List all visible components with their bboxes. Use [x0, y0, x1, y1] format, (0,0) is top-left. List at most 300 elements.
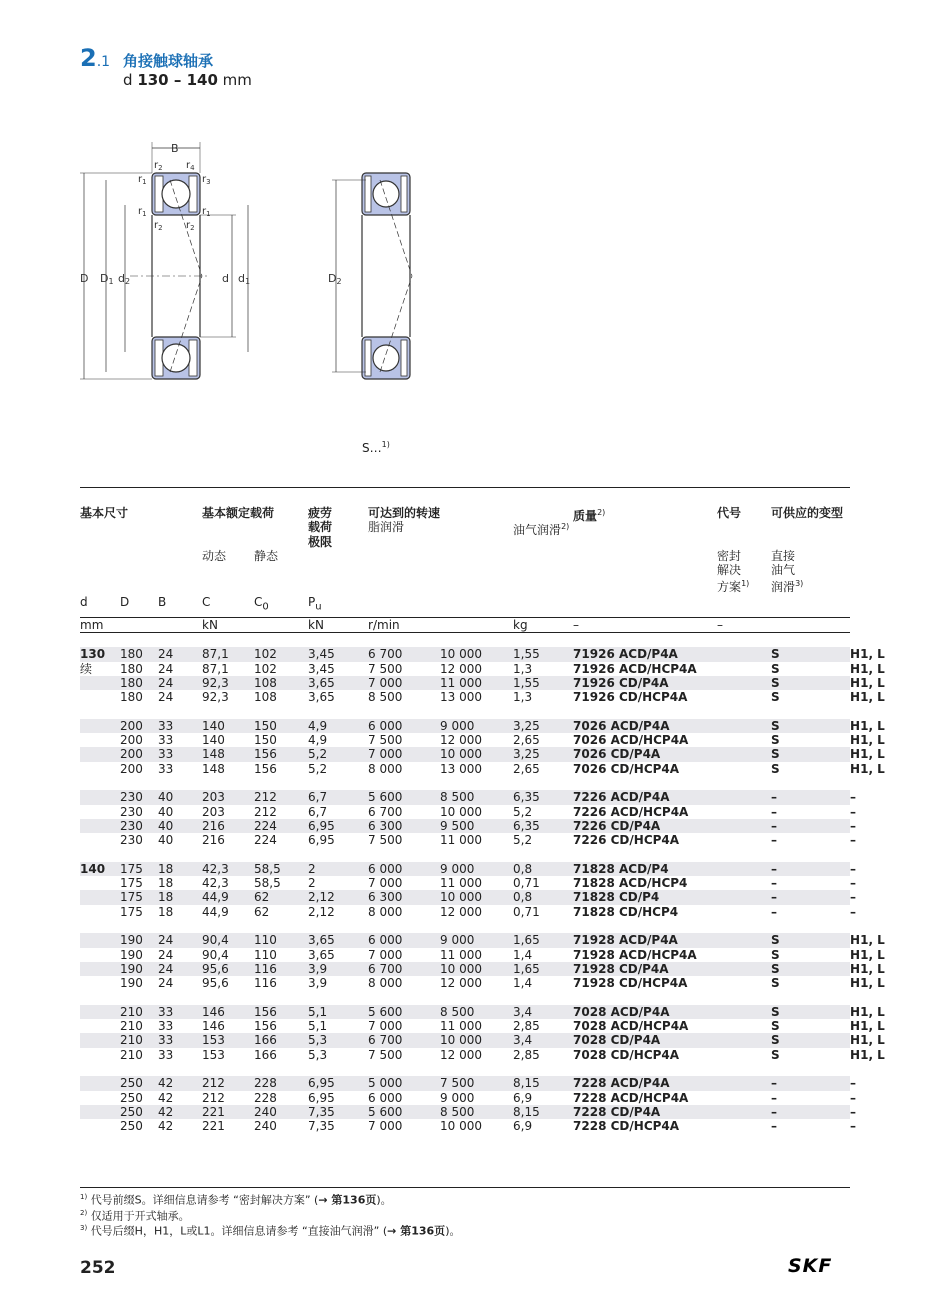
cell-B: 33: [158, 733, 174, 748]
cell-C0: 224: [254, 819, 308, 833]
cell-Pu: 5,3: [308, 1047, 328, 1062]
cell-speed-grease: 7 000: [368, 947, 403, 962]
table-row: 180 24 92,3 108 3,65 7 000 11 000 1,55 71926 CD/P4A S H1, L: [80, 676, 850, 690]
cell-seal: S: [771, 1047, 780, 1062]
cell-mass: 6,35: [513, 790, 573, 804]
cell-speed-grease: 6 000: [368, 933, 440, 947]
cell-Pu: 3,65: [308, 933, 368, 947]
cell-designation: 71828 CD/HCP4: [573, 904, 679, 919]
cell-B: 24: [158, 661, 174, 676]
cell-seal: –: [771, 1090, 778, 1105]
header-Pu: $P_u$: [308, 594, 322, 613]
cell-D: 175: [120, 876, 143, 891]
table-row: 230 40 216 224 6,95 7 500 11 000 5,2 7226 CD/HCP4A – –: [80, 833, 850, 847]
svg-text:d: d: [222, 272, 229, 285]
cell-Pu: 2: [308, 862, 368, 876]
cell-Pu: 4,9: [308, 719, 368, 733]
cell-speed-oil: 9 000: [440, 862, 513, 876]
cell-C0: 228: [254, 1090, 277, 1105]
header-designation: 代号: [717, 506, 742, 520]
cell-seal: S: [771, 1033, 850, 1047]
cell-speed-grease: 5 600: [368, 790, 440, 804]
cell-designation: 71926 CD/P4A: [573, 676, 771, 690]
cell-seal: –: [771, 862, 850, 876]
cell-designation: 7226 CD/HCP4A: [573, 833, 680, 848]
table-row: 210 33 153 166 5,3 6 700 10 000 3,4 7028 CD/P4A S H1, L: [80, 1033, 850, 1047]
cell-C: 146: [202, 1005, 254, 1019]
cell-seal: S: [771, 719, 850, 733]
cell-D: 210: [120, 1019, 143, 1034]
cell-C: 42,3: [202, 876, 229, 891]
cell-Pu: 5,3: [308, 1033, 368, 1047]
cell-designation: 7028 CD/HCP4A: [573, 1047, 680, 1062]
svg-text:D1: D1: [100, 272, 114, 286]
cell-mass: 1,65: [513, 962, 573, 976]
cell-C: 221: [202, 1119, 225, 1134]
cell-Pu: 3,9: [308, 962, 368, 976]
cell-speed-grease: 5 600: [368, 1005, 440, 1019]
cell-mass: 6,35: [513, 819, 573, 833]
cell-C0: 156: [254, 761, 277, 776]
cell-C0: 58,5: [254, 862, 308, 876]
cell-speed-grease: 8 000: [368, 976, 403, 991]
cell-d: [80, 790, 120, 804]
svg-text:r3: $r_3$: [202, 174, 211, 186]
cell-seal: –: [771, 804, 778, 819]
cell-d: [80, 1119, 120, 1133]
cell-D: 180: [120, 690, 143, 705]
cell-designation: 71928 ACD/P4A: [573, 933, 771, 947]
table-row: 250 42 221 240 7,35 5 600 8 500 8,15 7228 CD/P4A – –: [80, 1105, 850, 1119]
cell-designation: 71926 ACD/HCP4A: [573, 661, 697, 676]
page-number: 252: [80, 1258, 116, 1278]
cell-speed-grease: 5 000: [368, 1076, 440, 1090]
footnote-1: $^{1)}$ 代号前缀S。详细信息请参考 “密封解决方案” (→ 第136页)。: [80, 1193, 392, 1207]
cell-B: 40: [158, 833, 174, 848]
header-C: C: [202, 594, 211, 609]
cell-mass: 1,3: [513, 690, 533, 705]
cell-D: 250: [120, 1105, 158, 1119]
cell-speed-oil: 10 000: [440, 1119, 483, 1134]
cell-C: 216: [202, 819, 254, 833]
cell-D: 230: [120, 819, 158, 833]
cell-mass: 0,8: [513, 890, 573, 904]
cell-d: [80, 1091, 120, 1105]
cell-designation: 71828 CD/P4: [573, 890, 771, 904]
cell-B: 24: [158, 976, 174, 991]
cell-B: 18: [158, 862, 202, 876]
cell-mass: 3,4: [513, 1033, 573, 1047]
cell-designation: 7228 CD/P4A: [573, 1105, 771, 1119]
cell-d: [80, 976, 120, 990]
cell-D: 230: [120, 833, 143, 848]
cell-seal: S: [771, 962, 850, 976]
table-row: 210 33 146 156 5,1 7 000 11 000 2,85 7028 ACD/HCP4A S H1, L: [80, 1019, 850, 1033]
cell-speed-grease: 6 700: [368, 1033, 440, 1047]
cell-C0: 62: [254, 904, 270, 919]
cell-speed-oil: 11 000: [440, 947, 483, 962]
cell-D: 175: [120, 862, 158, 876]
cell-d: [80, 833, 120, 847]
cell-D: 250: [120, 1076, 158, 1090]
cell-C0: 58,5: [254, 876, 281, 891]
table-header-row-3: [80, 595, 850, 618]
svg-text:r1: $r_1$: [138, 174, 147, 186]
cell-speed-grease: 7 000: [368, 676, 440, 690]
cell-C0: 156: [254, 747, 308, 761]
cell-seal: S: [771, 661, 780, 676]
group-spacer: [80, 848, 850, 862]
cell-B: 40: [158, 804, 174, 819]
cell-d: 130: [80, 647, 120, 661]
cell-d: [80, 933, 120, 947]
cell-Pu: 2,12: [308, 904, 335, 919]
cell-speed-oil: 12 000: [440, 904, 483, 919]
cell-d: [80, 1048, 120, 1062]
cell-designation: 7028 CD/P4A: [573, 1033, 771, 1047]
section-title: 角接触球轴承: [123, 52, 214, 70]
cell-speed-oil: 8 500: [440, 790, 513, 804]
cell-d: [80, 905, 120, 919]
cell-speed-grease: 6 000: [368, 862, 440, 876]
skf-logo: SKF: [788, 1255, 833, 1277]
cell-C: 212: [202, 1090, 225, 1105]
cell-d: [80, 762, 120, 776]
cell-speed-grease: 5 600: [368, 1105, 440, 1119]
cell-C0: 110: [254, 947, 277, 962]
cell-d: 140: [80, 862, 120, 876]
cell-B: 24: [158, 962, 202, 976]
cell-D: 230: [120, 804, 143, 819]
cell-speed-oil: 11 000: [440, 676, 513, 690]
cell-C0: 150: [254, 733, 277, 748]
cell-mass: 8,15: [513, 1076, 573, 1090]
cell-speed-oil: 8 500: [440, 1105, 513, 1119]
cell-B: 42: [158, 1119, 174, 1134]
table-row: 210 33 153 166 5,3 7 500 12 000 2,85 7028 CD/HCP4A S H1, L: [80, 1048, 850, 1062]
cell-D: 180: [120, 661, 143, 676]
cell-designation: 7026 ACD/P4A: [573, 719, 771, 733]
table-row: 180 24 92,3 108 3,65 8 500 13 000 1,3 71926 CD/HCP4A S H1, L: [80, 690, 850, 704]
cell-D: 190: [120, 976, 143, 991]
cell-mass: 1,4: [513, 947, 533, 962]
cell-Pu: 3,45: [308, 661, 335, 676]
cell-seal: –: [771, 904, 778, 919]
cell-B: 42: [158, 1105, 202, 1119]
cell-mass: 1,55: [513, 676, 573, 690]
cell-seal: –: [771, 819, 850, 833]
cell-C: 148: [202, 747, 254, 761]
cell-Pu: 6,95: [308, 833, 335, 848]
cell-Pu: 3,45: [308, 647, 368, 661]
table-header-row-2: [80, 549, 850, 595]
cell-seal: –: [771, 876, 778, 891]
cell-Pu: 5,1: [308, 1005, 368, 1019]
cell-speed-grease: 6 700: [368, 804, 403, 819]
cell-speed-grease: 6 700: [368, 962, 440, 976]
cell-speed-oil: 13 000: [440, 761, 483, 776]
cell-D: 250: [120, 1119, 143, 1134]
size-range: d 130 – 140 mm: [123, 71, 252, 89]
svg-text:r2: $r_2$: [154, 220, 163, 232]
table-row: 175 18 44,9 62 2,12 6 300 10 000 0,8 71828 CD/P4 – –: [80, 890, 850, 904]
cell-C0: 156: [254, 1019, 277, 1034]
cell-designation: 7228 ACD/P4A: [573, 1076, 771, 1090]
cell-speed-oil: 10 000: [440, 804, 483, 819]
cell-C0: 62: [254, 890, 308, 904]
cell-C: 90,4: [202, 933, 254, 947]
cell-seal: S: [771, 647, 850, 661]
cell-d: [80, 948, 120, 962]
cell-B: 18: [158, 904, 174, 919]
cell-mass: 3,25: [513, 719, 573, 733]
group-spacer: [80, 1062, 850, 1076]
header-speeds: 可达到的转速 脂润滑: [368, 506, 441, 535]
cell-C0: 108: [254, 676, 308, 690]
cell-speed-oil: 9 000: [440, 1090, 475, 1105]
table-units-row: mm kN kN r/min kg – –: [80, 617, 850, 632]
cell-mass: 0,71: [513, 876, 540, 891]
cell-seal: –: [771, 1076, 850, 1090]
cell-C: 92,3: [202, 676, 254, 690]
header-B: B: [158, 594, 167, 609]
cell-speed-oil: 8 500: [440, 1005, 513, 1019]
cell-C: 44,9: [202, 890, 254, 904]
cell-d: [80, 819, 120, 833]
table-row: 200 33 148 156 5,2 8 000 13 000 2,65 7026 CD/HCP4A S H1, L: [80, 762, 850, 776]
cell-mass: 2,85: [513, 1047, 540, 1062]
cell-C: 92,3: [202, 690, 229, 705]
svg-text:D2: D2: [328, 272, 342, 286]
cell-Pu: 5,1: [308, 1019, 328, 1034]
cell-seal: S: [771, 1005, 850, 1019]
cell-D: 200: [120, 733, 143, 748]
table-row: 190 24 95,6 116 3,9 6 700 10 000 1,65 71928 CD/P4A S H1, L: [80, 962, 850, 976]
svg-text:r1: $r_1$: [138, 206, 147, 218]
cell-D: 210: [120, 1047, 143, 1062]
header-seal: 密封 解决 方案$^{1)}$: [717, 548, 750, 595]
cell-speed-oil: 12 000: [440, 661, 483, 676]
cell-d: [80, 805, 120, 819]
cell-seal: S: [771, 690, 780, 705]
cell-D: 200: [120, 719, 158, 733]
cell-speed-oil: 9 000: [440, 933, 513, 947]
cell-speed-oil: 10 000: [440, 1033, 513, 1047]
svg-text:r2: $r_2$: [154, 160, 163, 172]
cell-seal: S: [771, 747, 850, 761]
cell-D: 180: [120, 647, 158, 661]
cell-mass: 5,2: [513, 833, 533, 848]
cell-designation: 71926 CD/HCP4A: [573, 690, 688, 705]
cell-B: 24: [158, 933, 202, 947]
cell-designation: 7226 CD/P4A: [573, 819, 771, 833]
cell-C: 221: [202, 1105, 254, 1119]
cell-C0: 102: [254, 647, 308, 661]
cell-C: 44,9: [202, 904, 229, 919]
cell-Pu: 3,9: [308, 976, 328, 991]
cell-designation: 7026 CD/P4A: [573, 747, 771, 761]
cell-C0: 240: [254, 1105, 308, 1119]
table-row: 175 18 44,9 62 2,12 8 000 12 000 0,71 71828 CD/HCP4 – –: [80, 905, 850, 919]
header-D: D: [120, 594, 130, 609]
cell-C0: 166: [254, 1047, 277, 1062]
cell-speed-oil: 10 000: [440, 890, 513, 904]
cell-mass: 2,65: [513, 761, 540, 776]
dim-label-B: B: [171, 142, 179, 155]
group-spacer: [80, 633, 850, 648]
table-row: 续 180 24 87,1 102 3,45 7 500 12 000 1,3 71926 ACD/HCP4A S H1, L: [80, 661, 885, 676]
cell-C: 140: [202, 733, 225, 748]
cell-D: 190: [120, 962, 158, 976]
cell-D: 180: [120, 676, 158, 690]
cell-speed-grease: 7 500: [368, 733, 403, 748]
cell-speed-grease: 7 500: [368, 833, 403, 848]
seal-variant-label: S…$^{1)}$: [362, 440, 390, 455]
cell-seal: –: [771, 790, 850, 804]
cell-d: [80, 733, 120, 747]
cell-C0: 108: [254, 690, 277, 705]
cell-speed-oil: 10 000: [440, 647, 513, 661]
cell-d: [80, 676, 120, 690]
header-static: 静态: [254, 548, 279, 563]
cell-speed-grease: 7 000: [368, 747, 440, 761]
table-row: 190 24 90,4 110 3,65 6 000 9 000 1,65 71928 ACD/P4A S H1, L: [80, 933, 850, 947]
cell-C0: 110: [254, 933, 308, 947]
cell-C: 203: [202, 804, 225, 819]
cell-speed-oil: 7 500: [440, 1076, 513, 1090]
cell-seal: –: [771, 890, 850, 904]
bearing-right-section: [328, 173, 412, 379]
cell-designation: 71926 ACD/P4A: [573, 647, 771, 661]
table-row: 200 33 148 156 5,2 7 000 10 000 3,25 7026 CD/P4A S H1, L: [80, 747, 850, 761]
cell-mass: 1,65: [513, 933, 573, 947]
cell-C0: 116: [254, 962, 308, 976]
table-row: 230 40 203 212 6,7 6 700 10 000 5,2 7226 ACD/HCP4A – –: [80, 805, 850, 819]
cell-d: [80, 747, 120, 761]
cell-B: 40: [158, 790, 202, 804]
cell-designation: 71928 ACD/HCP4A: [573, 947, 697, 962]
cell-d: [80, 690, 120, 704]
cell-d: [80, 1105, 120, 1119]
cell-mass: 6,9: [513, 1090, 533, 1105]
cell-speed-grease: 6 300: [368, 819, 440, 833]
cell-speed-oil: 10 000: [440, 747, 513, 761]
cell-D: 200: [120, 747, 158, 761]
table-row: 200 33 140 150 4,9 6 000 9 000 3,25 7026 ACD/P4A S H1, L: [80, 719, 850, 733]
group-spacer: [80, 991, 850, 1005]
cell-B: 42: [158, 1076, 202, 1090]
cell-designation: 7228 ACD/HCP4A: [573, 1090, 689, 1105]
cell-mass: 1,55: [513, 647, 573, 661]
table-row: 230 40 216 224 6,95 6 300 9 500 6,35 7226 CD/P4A – –: [80, 819, 850, 833]
cell-B: 24: [158, 947, 174, 962]
cell-B: 42: [158, 1090, 174, 1105]
cell-mass: 3,4: [513, 1005, 573, 1019]
cell-seal: S: [771, 933, 850, 947]
table-row: 230 40 203 212 6,7 5 600 8 500 6,35 7226 ACD/P4A – –: [80, 790, 850, 804]
cell-Pu: 4,9: [308, 733, 328, 748]
cell-mass: 1,4: [513, 976, 533, 991]
group-spacer: [80, 705, 850, 719]
cell-C: 148: [202, 761, 225, 776]
cell-designation: 7028 ACD/P4A: [573, 1005, 771, 1019]
cell-speed-grease: 7 000: [368, 876, 403, 891]
cell-mass: 2,85: [513, 1019, 540, 1034]
cell-speed-grease: 6 000: [368, 1090, 403, 1105]
cell-Pu: 6,7: [308, 804, 328, 819]
table-header-row-1: [80, 488, 850, 549]
cell-seal: S: [771, 947, 780, 962]
cell-D: 190: [120, 947, 143, 962]
cell-d: [80, 1076, 120, 1090]
cell-mass: 5,2: [513, 804, 533, 819]
cell-designation: 7226 ACD/HCP4A: [573, 804, 689, 819]
cell-B: 24: [158, 690, 174, 705]
cell-B: 18: [158, 890, 202, 904]
cell-designation: 7028 ACD/HCP4A: [573, 1019, 689, 1034]
cell-D: 200: [120, 761, 143, 776]
cell-d: [80, 890, 120, 904]
cell-seal: S: [771, 676, 850, 690]
bearing-left-section: [80, 142, 250, 379]
header-d: d: [80, 594, 88, 609]
cell-mass: 8,15: [513, 1105, 573, 1119]
cell-d: [80, 1005, 120, 1019]
cell-Pu: 3,65: [308, 690, 335, 705]
header-oil: 油气润滑$^{2)}$: [513, 522, 570, 538]
svg-text:d2: d2: [118, 272, 131, 286]
cell-speed-oil: 11 000: [440, 876, 483, 891]
cell-Pu: 3,65: [308, 676, 368, 690]
cell-seal: –: [771, 1119, 778, 1134]
cell-d: 续: [80, 661, 93, 676]
cell-Pu: 6,95: [308, 819, 368, 833]
cell-seal: S: [771, 761, 780, 776]
cell-d: [80, 719, 120, 733]
group-spacer: [80, 919, 850, 933]
cell-C: 42,3: [202, 862, 254, 876]
cell-B: 18: [158, 876, 174, 891]
bearing-data-table: [80, 487, 885, 1134]
svg-text:r1: $r_1$: [202, 206, 211, 218]
cell-C: 90,4: [202, 947, 229, 962]
table-row: 250 42 212 228 6,95 5 000 7 500 8,15 7228 ACD/P4A – –: [80, 1076, 850, 1090]
cell-speed-oil: 12 000: [440, 1047, 483, 1062]
cell-C0: 228: [254, 1076, 308, 1090]
dim-label-D: D: [80, 272, 89, 285]
cell-speed-grease: 7 000: [368, 1119, 403, 1134]
cell-C: 87,1: [202, 647, 254, 661]
cell-seal: S: [771, 976, 780, 991]
cell-D: 175: [120, 890, 158, 904]
footnote-3: $^{3)}$ 代号后缀H，H1，L或L1。详细信息请参考 “直接油气润滑” (→ 第136页)。: [80, 1224, 461, 1238]
cell-mass: 0,71: [513, 904, 540, 919]
cell-Pu: 6,95: [308, 1090, 335, 1105]
cell-C: 153: [202, 1033, 254, 1047]
cell-designation: 71828 ACD/HCP4: [573, 876, 688, 891]
svg-text:d1: d1: [238, 272, 251, 286]
cell-C0: 150: [254, 719, 308, 733]
cell-C: 140: [202, 719, 254, 733]
footnotes: [80, 1187, 850, 1238]
cell-Pu: 2,12: [308, 890, 368, 904]
cell-mass: 1,3: [513, 661, 533, 676]
cell-speed-oil: 9 500: [440, 819, 513, 833]
cell-C0: 102: [254, 661, 277, 676]
cell-C: 146: [202, 1019, 225, 1034]
cell-speed-oil: 9 000: [440, 719, 513, 733]
cell-mass: 6,9: [513, 1119, 533, 1134]
